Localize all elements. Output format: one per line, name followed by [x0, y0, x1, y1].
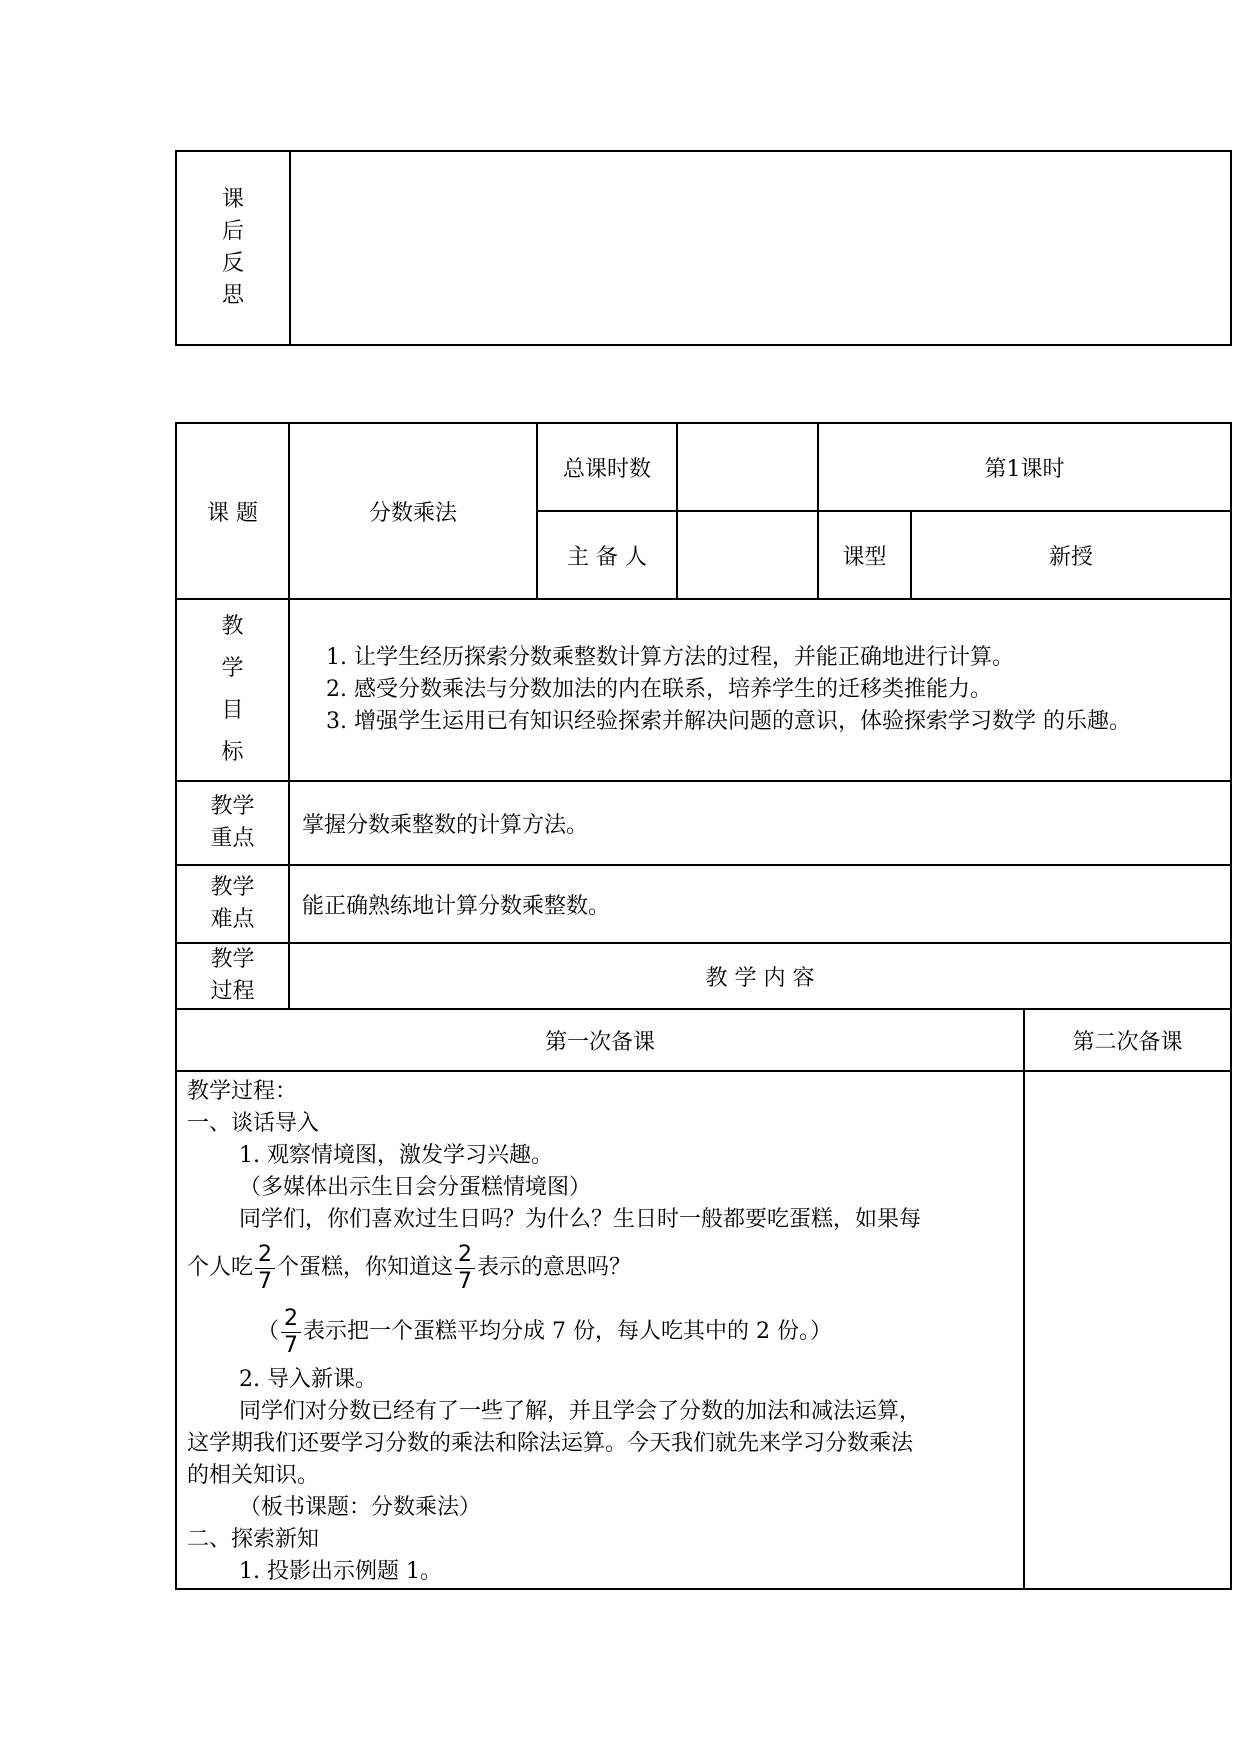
fraction-line: 个人吃 $\frac{2}{7}$ 个蛋糕，你知道这 $\frac{2}{7}$ 表示的意思吗？	[187, 1241, 632, 1294]
difficulties-value: 能正确熟练地计算分数乘整数。	[289, 865, 1231, 943]
lesson-type-value: 新授	[911, 511, 1231, 599]
preparation-table	[175, 1008, 1232, 1590]
difficulties-label: 教学 难点	[176, 865, 289, 943]
preparer-value	[677, 511, 818, 599]
reflection-table	[175, 150, 1232, 346]
topic-value: 分数乘法	[289, 423, 537, 599]
goal-item: 2. 感受分数乘法与分数加法的内在联系，培养学生的迁移类推能力。	[326, 677, 992, 702]
topic-label: 课 题	[176, 423, 289, 599]
lesson-plan-table	[175, 422, 1232, 1010]
process-label: 教学 过程	[176, 943, 289, 1009]
fraction-explanation: （ $\frac{2}{7}$ 表示把一个蛋糕平均分成 7 份，每人吃其中的 2 份。）	[257, 1305, 832, 1358]
preparer-label: 主 备 人	[537, 511, 677, 599]
key-points-value: 掌握分数乘整数的计算方法。	[289, 781, 1231, 865]
second-prep-header: 第二次备课	[1024, 1009, 1231, 1071]
first-prep-header: 第一次备课	[176, 1009, 1024, 1071]
key-points-label: 教学 重点	[176, 781, 289, 865]
fraction: $\frac{2}{7}$	[255, 1242, 275, 1295]
total-hours-label: 总课时数	[537, 423, 677, 511]
second-prep-content	[1024, 1071, 1231, 1589]
goal-item: 3. 增强学生运用已有知识经验探索并解决问题的意识，体验探索学习数学 的乐趣。	[326, 709, 1131, 734]
fraction: $\frac{2}{7}$	[455, 1242, 475, 1295]
goal-item: 1. 让学生经历探索分数乘整数计算方法的过程，并能正确地进行计算。	[326, 645, 1014, 670]
teaching-content-header: 教 学 内 容	[289, 943, 1231, 1009]
first-prep-content: 教学过程： 一、谈话导入 1. 观察情境图，激发学习兴趣。 （多媒体出示生日会分蛋糕情境图） 同学们，你们喜欢过生日吗？为什么？生日时一般都要吃蛋糕，如果每 个人吃 $\frac{2}{7}$ 个蛋糕，你知道这 $\frac{2}{7}$ 表示的意思吗？ （ $\frac{2}{7}$ 表示把一个蛋糕平均分成 7 份，每人吃其中的 2 份。） 2. 导入新课。 同学们对分数已经有了一些了解，并且学会了分数的加法和减法运算， 这学期我们还要学习分数的乘法和除法运算。今天我们就先来学习分数乘法 的相关知识。 （板书课题：分数乘法） 二、探索新知 1. 投影出示例题 1。	[176, 1071, 1024, 1589]
lesson-number: 第1课时	[818, 423, 1231, 511]
reflection-label: 课 后 反 思	[176, 151, 290, 345]
reflection-content	[290, 151, 1231, 345]
goals-list	[289, 599, 1231, 781]
fraction: $\frac{2}{7}$	[281, 1306, 301, 1359]
total-hours-value	[677, 423, 818, 511]
lesson-type-label: 课型	[818, 511, 911, 599]
goals-label: 教 学 目 标	[176, 599, 289, 781]
